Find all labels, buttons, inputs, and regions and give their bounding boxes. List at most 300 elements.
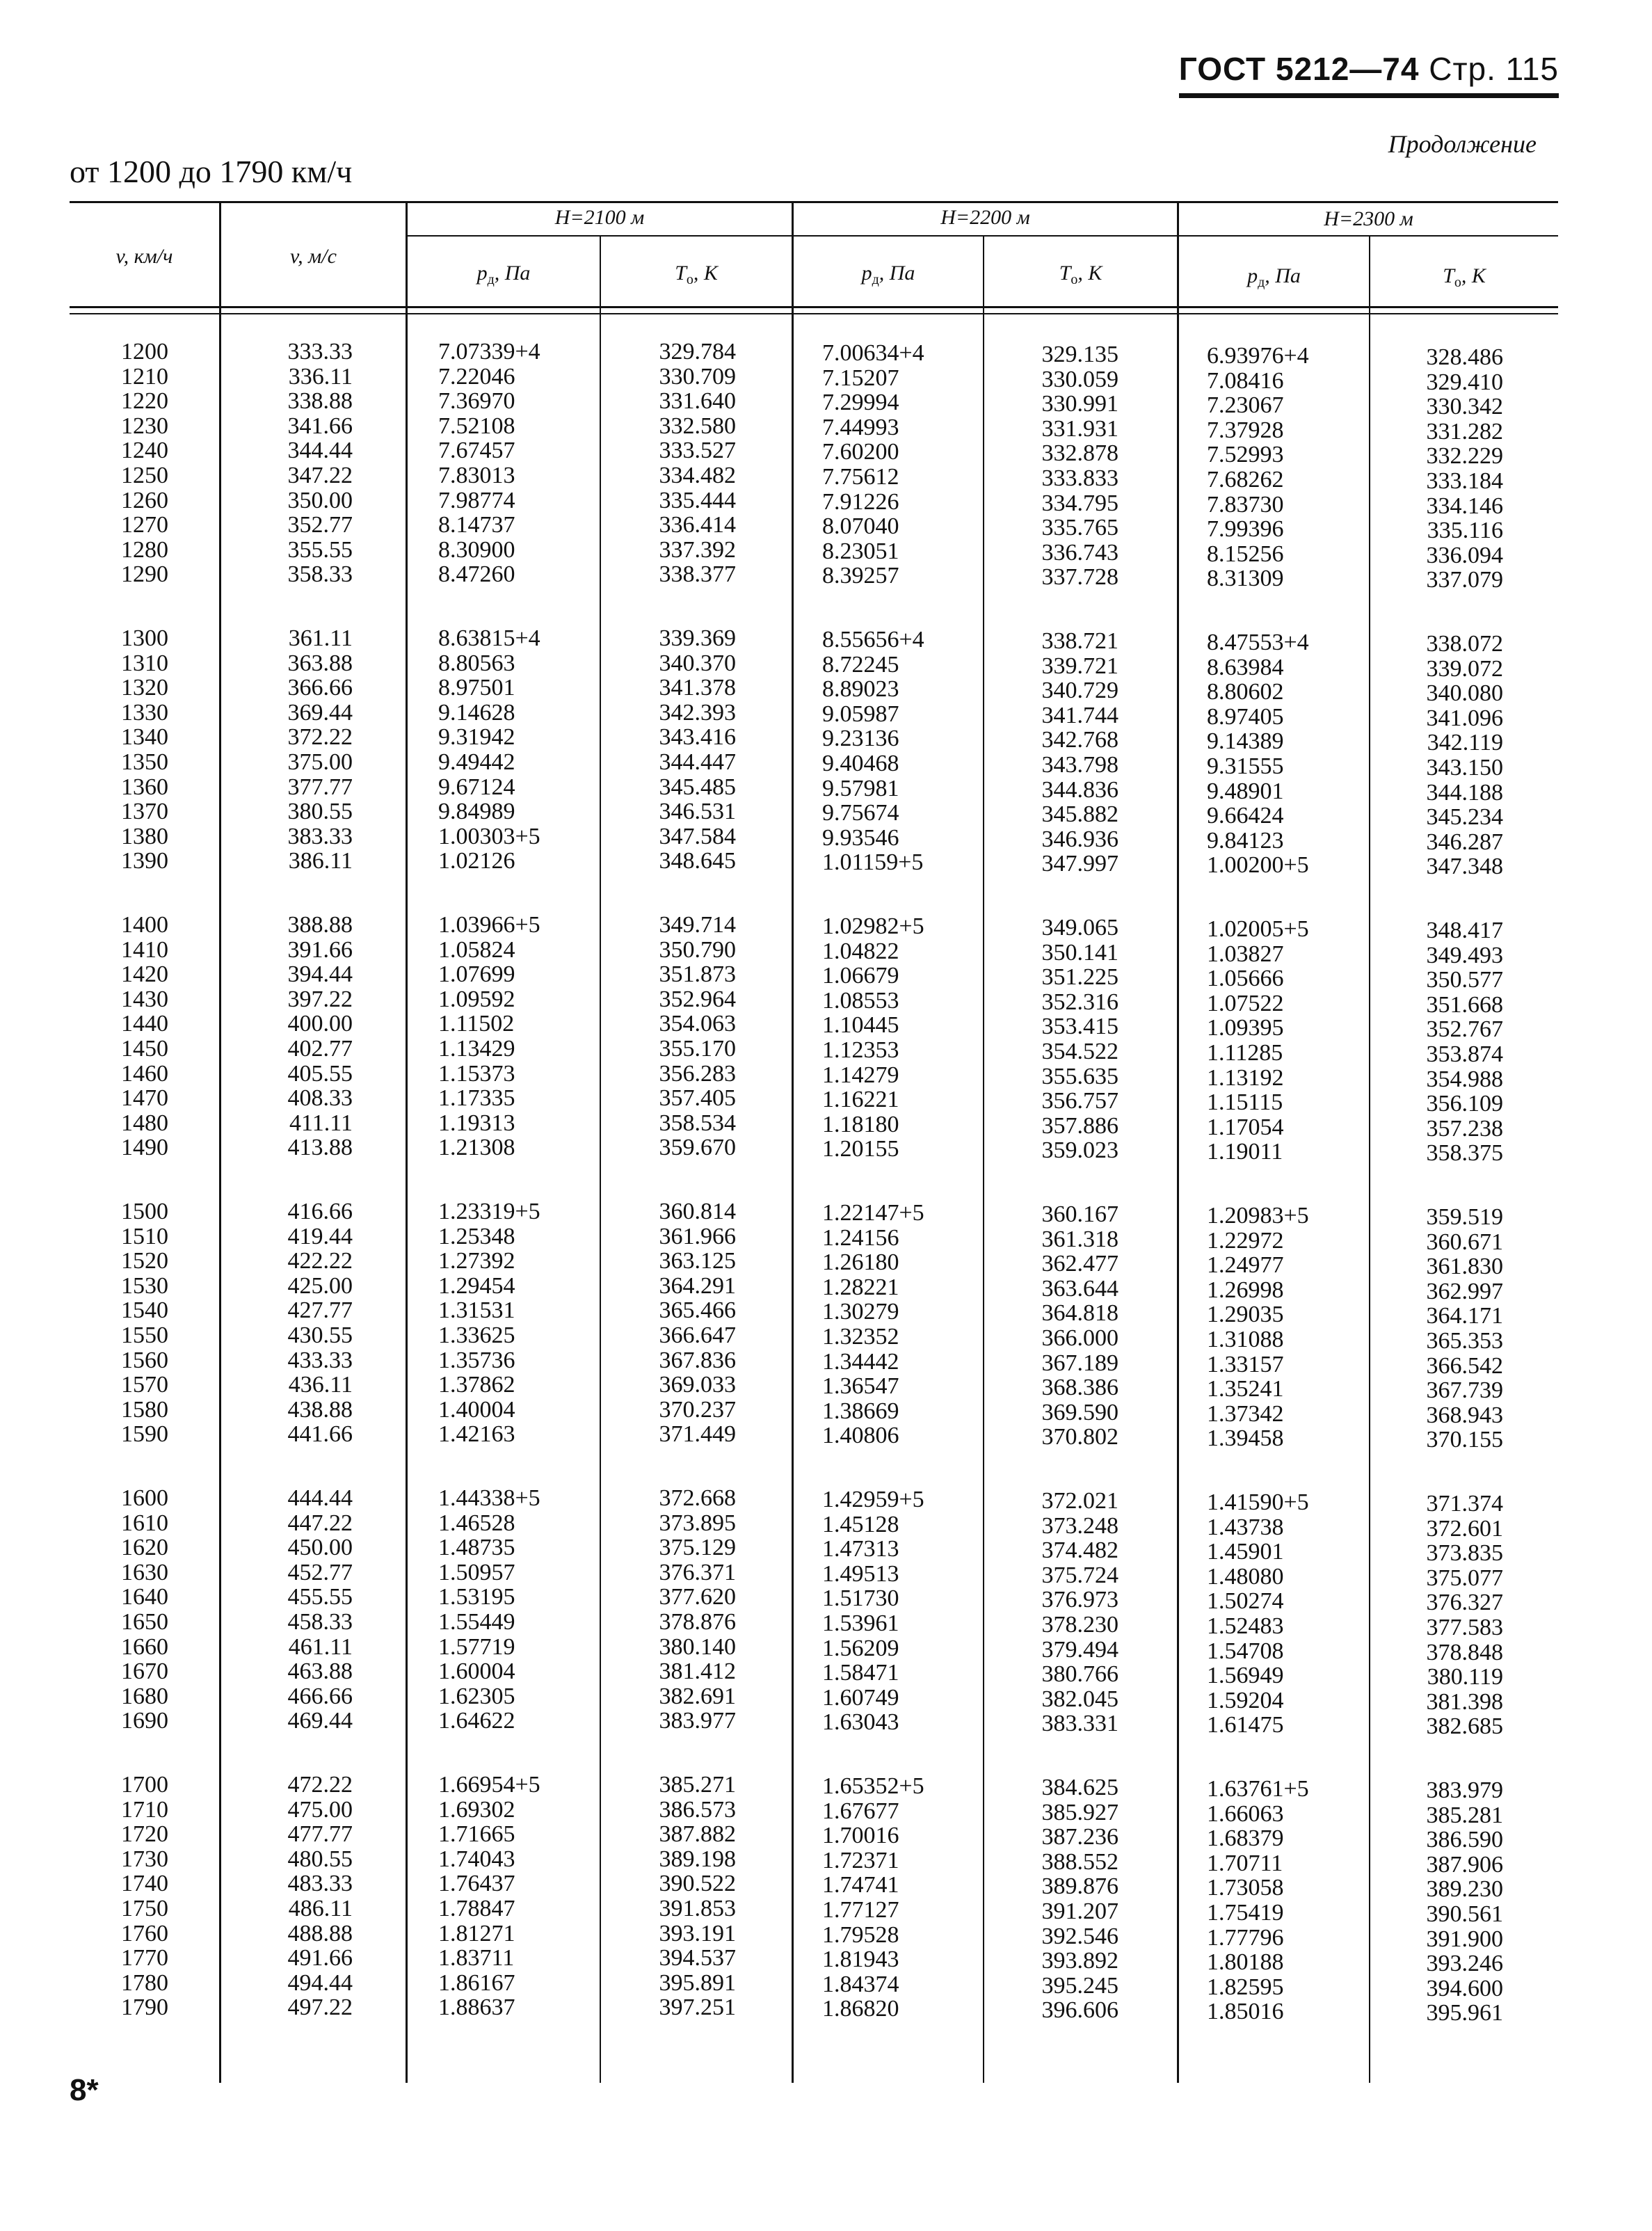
table-cell: 329.135 xyxy=(1041,342,1118,367)
table-cell: 391.66 xyxy=(287,936,353,963)
table-cell: 329.784 xyxy=(659,339,736,365)
table-cell: 1.20983+5 xyxy=(1207,1203,1309,1229)
table-cell: 346.936 xyxy=(1041,826,1118,852)
table-cell: 7.52108 xyxy=(438,413,515,439)
table-cell: 351.225 xyxy=(1041,964,1118,991)
table-cell: 395.245 xyxy=(1041,1972,1118,1999)
table-cell: 1.66063 xyxy=(1207,1800,1284,1827)
table-cell: 7.67457 xyxy=(438,438,515,464)
table-cell: 6.93976+4 xyxy=(1207,343,1309,369)
table-cell: 344.188 xyxy=(1426,779,1503,806)
column-t2300 xyxy=(1414,918,1503,1166)
column-p2100 xyxy=(438,1199,577,1447)
table-cell: 1.41590+5 xyxy=(1207,1489,1309,1515)
table-cell: 400.00 xyxy=(287,1011,353,1037)
table-cell: 1.09592 xyxy=(438,986,515,1012)
continuation-label: Продолжение xyxy=(1388,130,1537,158)
table-cell: 1610 xyxy=(121,1510,168,1536)
table-cell: 1530 xyxy=(121,1272,168,1299)
table-cell: 1.86167 xyxy=(438,1969,515,1996)
table-cell: 369.033 xyxy=(659,1372,736,1398)
table-cell: 1370 xyxy=(121,799,168,825)
table-cell: 346.287 xyxy=(1426,829,1503,855)
table-cell: 1.53961 xyxy=(822,1610,899,1636)
table-cell: 7.29994 xyxy=(822,390,899,416)
table-cell: 341.378 xyxy=(659,675,736,701)
table-cell: 362.997 xyxy=(1426,1278,1503,1304)
table-cell: 1320 xyxy=(121,675,168,701)
table-cell: 1300 xyxy=(121,625,168,651)
table-cell: 8.30900 xyxy=(438,536,515,563)
column-t2100 xyxy=(647,913,736,1160)
table-cell: 337.392 xyxy=(659,536,736,563)
table-cell: 335.444 xyxy=(659,487,736,513)
table-cell: 380.55 xyxy=(287,799,353,825)
table-cell: 1500 xyxy=(121,1199,168,1224)
table-cell: 343.150 xyxy=(1426,754,1503,781)
table-cell: 347.997 xyxy=(1041,851,1118,877)
table-cell: 1470 xyxy=(121,1085,168,1112)
table-cell: 369.44 xyxy=(287,699,353,726)
table-cell: 345.485 xyxy=(659,774,736,800)
table-cell: 1.63761+5 xyxy=(1207,1776,1309,1802)
table-cell: 386.11 xyxy=(288,848,353,874)
table-cell: 370.802 xyxy=(1041,1424,1118,1450)
table-cell: 380.140 xyxy=(659,1633,736,1660)
header-pressure: $p_д$, Па xyxy=(861,262,915,287)
table-cell: 331.640 xyxy=(659,388,736,415)
table-cell: 7.22046 xyxy=(438,363,515,390)
header-v-ms: v, м/с xyxy=(290,245,337,268)
table-cell: 1.22147+5 xyxy=(822,1200,924,1226)
table-cell: 392.546 xyxy=(1041,1923,1118,1949)
table-cell: 413.88 xyxy=(287,1135,353,1161)
table-cell: 1.31531 xyxy=(438,1297,515,1324)
column-v-kmh xyxy=(104,339,168,587)
column-v-kmh xyxy=(104,626,168,874)
table-cell: 366.542 xyxy=(1426,1352,1503,1379)
table-cell: 1.47313 xyxy=(822,1536,899,1562)
table-cell: 382.691 xyxy=(659,1683,736,1709)
table-cell: 1.66954+5 xyxy=(438,1772,540,1798)
table-cell: 1460 xyxy=(121,1060,168,1087)
table-cell: 1.57719 xyxy=(438,1633,515,1660)
table-cell: 330.991 xyxy=(1041,391,1118,417)
table-cell: 335.765 xyxy=(1041,515,1118,541)
table-cell: 378.848 xyxy=(1426,1639,1503,1665)
column-divider xyxy=(792,201,794,2083)
table-cell: 1420 xyxy=(121,961,168,988)
table-cell: 370.237 xyxy=(659,1396,736,1423)
table-cell: 1.53195 xyxy=(438,1584,515,1610)
table-cell: 368.386 xyxy=(1041,1375,1118,1401)
table-cell: 7.00634+4 xyxy=(822,340,924,366)
table-cell: 352.77 xyxy=(287,512,353,538)
table-cell: 343.416 xyxy=(659,724,736,751)
table-cell: 1410 xyxy=(121,936,168,963)
table-cell: 347.22 xyxy=(287,462,353,488)
table-cell: 395.891 xyxy=(659,1969,736,1996)
table-cell: 1.59204 xyxy=(1207,1687,1284,1713)
table-cell: 341.66 xyxy=(287,413,353,439)
table-cell: 1.24156 xyxy=(822,1224,899,1251)
table-cell: 1660 xyxy=(121,1633,168,1660)
table-cell: 1.02982+5 xyxy=(822,913,924,939)
table-cell: 334.482 xyxy=(659,462,736,488)
table-cell: 364.291 xyxy=(659,1272,736,1299)
table-cell: 356.109 xyxy=(1426,1091,1503,1117)
table-cell: 7.91226 xyxy=(822,488,899,515)
table-cell: 9.23136 xyxy=(822,726,899,752)
table-cell: 372.021 xyxy=(1041,1488,1118,1514)
table-cell: 416.66 xyxy=(287,1199,353,1224)
table-cell: 1570 xyxy=(121,1372,168,1398)
table-cell: 8.47260 xyxy=(438,561,515,588)
table-cell: 1.05666 xyxy=(1207,966,1284,992)
table-cell: 1.67677 xyxy=(822,1798,899,1824)
table-cell: 1210 xyxy=(121,363,168,390)
column-v-ms xyxy=(275,913,353,1160)
table-cell: 377.583 xyxy=(1426,1614,1503,1640)
table-cell: 1.00200+5 xyxy=(1207,852,1309,879)
table-cell: 1360 xyxy=(121,774,168,800)
table-cell: 394.537 xyxy=(659,1945,736,1972)
table-cell: 1.35736 xyxy=(438,1347,515,1373)
table-cell: 350.141 xyxy=(1041,939,1118,966)
table-cell: 375.00 xyxy=(287,749,353,775)
table-cell: 1.71665 xyxy=(438,1821,515,1848)
table-cell: 9.31942 xyxy=(438,724,515,751)
header-altitude-2300: H=2300 м xyxy=(1324,207,1413,230)
table-cell: 1.17335 xyxy=(438,1085,515,1112)
table-cell: 1710 xyxy=(121,1796,168,1823)
table-cell: 1350 xyxy=(121,749,168,775)
table-cell: 1.64622 xyxy=(438,1708,515,1734)
column-t2100 xyxy=(647,1773,736,2020)
table-cell: 336.094 xyxy=(1426,542,1503,568)
table-cell: 9.93546 xyxy=(822,824,899,851)
table-cell: 1.60749 xyxy=(822,1684,899,1711)
column-t2200 xyxy=(1029,1489,1118,1736)
table-cell: 7.98774 xyxy=(438,487,515,513)
table-cell: 373.248 xyxy=(1041,1512,1118,1539)
table-cell: 1.68379 xyxy=(1207,1825,1284,1852)
column-v-ms xyxy=(275,1199,353,1447)
column-p2200 xyxy=(822,914,961,1162)
table-cell: 1490 xyxy=(121,1135,168,1161)
table-cell: 1280 xyxy=(121,536,168,563)
table-cell: 385.271 xyxy=(659,1772,736,1798)
column-p2100 xyxy=(438,626,577,874)
table-cell: 361.966 xyxy=(659,1223,736,1249)
column-v-kmh xyxy=(104,1199,168,1447)
table-cell: 367.836 xyxy=(659,1347,736,1373)
table-cell: 389.230 xyxy=(1426,1876,1503,1903)
table-cell: 1.28221 xyxy=(822,1274,899,1300)
table-cell: 1.70711 xyxy=(1207,1850,1283,1876)
table-cell: 7.23067 xyxy=(1207,392,1284,419)
table-cell: 463.88 xyxy=(287,1658,353,1685)
table-cell: 7.44993 xyxy=(822,414,899,440)
table-cell: 1.15373 xyxy=(438,1060,515,1087)
column-t2200 xyxy=(1029,1202,1118,1450)
table-cell: 1.19011 xyxy=(1207,1139,1283,1165)
table-cell: 341.096 xyxy=(1426,705,1503,731)
table-cell: 354.063 xyxy=(659,1011,736,1037)
table-cell: 469.44 xyxy=(287,1708,353,1734)
table-cell: 1240 xyxy=(121,438,168,464)
table-cell: 1.50274 xyxy=(1207,1588,1284,1615)
table-cell: 433.33 xyxy=(287,1347,353,1373)
table-cell: 385.281 xyxy=(1426,1802,1503,1828)
column-divider xyxy=(406,201,408,2083)
table-cell: 1520 xyxy=(121,1248,168,1274)
table-cell: 1.77127 xyxy=(822,1896,899,1923)
table-cell: 1260 xyxy=(121,487,168,513)
table-cell: 380.119 xyxy=(1427,1664,1503,1690)
table-cell: 1690 xyxy=(121,1708,168,1734)
table-cell: 387.906 xyxy=(1426,1851,1503,1878)
table-cell: 7.36970 xyxy=(438,388,515,415)
column-p2300 xyxy=(1207,1204,1346,1451)
table-cell: 352.767 xyxy=(1426,1016,1503,1043)
table-cell: 343.798 xyxy=(1041,751,1118,778)
table-cell: 1.58471 xyxy=(822,1660,899,1686)
table-cell: 1.84374 xyxy=(822,1971,899,1997)
table-cell: 1.06679 xyxy=(822,963,899,989)
table-cell: 1.33625 xyxy=(438,1322,515,1348)
table-cell: 466.66 xyxy=(287,1683,353,1709)
table-cell: 1230 xyxy=(121,413,168,439)
table-cell: 387.236 xyxy=(1041,1824,1118,1850)
table-cell: 1550 xyxy=(121,1322,168,1348)
table-cell: 340.080 xyxy=(1426,680,1503,707)
table-range-title: от 1200 до 1790 км/ч xyxy=(70,154,353,189)
table-cell: 477.77 xyxy=(287,1821,353,1848)
table-cell: 366.647 xyxy=(659,1322,736,1348)
column-divider xyxy=(600,235,601,2083)
table-cell: 1.35241 xyxy=(1207,1376,1284,1402)
table-cell: 1.78847 xyxy=(438,1895,515,1921)
table-cell: 1290 xyxy=(121,561,168,588)
table-cell: 1.11502 xyxy=(438,1011,515,1037)
table-cell: 8.47553+4 xyxy=(1207,630,1309,655)
table-cell: 378.230 xyxy=(1041,1611,1118,1638)
table-cell: 9.84989 xyxy=(438,799,515,825)
table-cell: 352.316 xyxy=(1041,989,1118,1015)
table-cell: 1600 xyxy=(121,1485,168,1511)
table-cell: 338.721 xyxy=(1041,628,1118,654)
standard-number: ГОСТ 5212—74 xyxy=(1178,51,1420,87)
table-cell: 1380 xyxy=(121,823,168,849)
table-cell: 1620 xyxy=(121,1535,168,1561)
table-cell: 333.33 xyxy=(287,339,353,365)
table-cell: 383.977 xyxy=(659,1708,736,1734)
table-cell: 364.171 xyxy=(1426,1303,1503,1329)
table-cell: 393.246 xyxy=(1426,1951,1503,1977)
table-cell: 1.07522 xyxy=(1207,990,1284,1016)
table-cell: 382.685 xyxy=(1426,1713,1503,1740)
header-altitude-2200: H=2200 м xyxy=(940,206,1030,229)
table-cell: 391.900 xyxy=(1426,1926,1503,1952)
column-v-ms xyxy=(275,1486,353,1734)
table-cell: 7.08416 xyxy=(1207,367,1284,394)
column-t2200 xyxy=(1029,1775,1118,2023)
column-v-kmh xyxy=(104,1773,168,2020)
table-cell: 1.31088 xyxy=(1207,1326,1284,1352)
table-cell: 1.29454 xyxy=(438,1272,515,1299)
table-cell: 1.02005+5 xyxy=(1207,916,1309,942)
column-p2300 xyxy=(1207,344,1346,591)
table-cell: 333.184 xyxy=(1426,467,1503,494)
table-cell: 363.644 xyxy=(1041,1275,1118,1302)
table-cell: 1340 xyxy=(121,724,168,751)
table-cell: 371.449 xyxy=(659,1421,736,1448)
table-cell: 425.00 xyxy=(287,1272,353,1299)
table-cell: 383.33 xyxy=(287,823,353,849)
table-cell: 356.283 xyxy=(659,1060,736,1087)
table-cell: 1270 xyxy=(121,512,168,538)
table-cell: 1.81943 xyxy=(822,1946,899,1973)
table-cell: 1.19313 xyxy=(438,1110,515,1136)
table-cell: 1.00303+5 xyxy=(438,823,540,849)
table-cell: 9.84123 xyxy=(1207,827,1284,854)
table-cell: 335.116 xyxy=(1427,518,1503,544)
table-cell: 9.14389 xyxy=(1207,728,1284,755)
table-cell: 9.49442 xyxy=(438,749,515,775)
table-cell: 388.88 xyxy=(287,912,353,938)
table-cell: 330.709 xyxy=(659,363,736,390)
table-cell: 1.32352 xyxy=(822,1323,899,1350)
table-cell: 390.561 xyxy=(1426,1901,1503,1927)
table-cell: 411.11 xyxy=(289,1110,353,1136)
table-cell: 1.50957 xyxy=(438,1559,515,1585)
table-cell: 1.12353 xyxy=(822,1037,899,1063)
column-t2300 xyxy=(1414,632,1503,879)
column-t2300 xyxy=(1414,345,1503,593)
table-cell: 383.331 xyxy=(1041,1711,1118,1737)
table-cell: 1740 xyxy=(121,1871,168,1897)
table-cell: 365.353 xyxy=(1426,1327,1503,1354)
table-cell: 375.129 xyxy=(659,1535,736,1561)
header-bottom-rule xyxy=(70,306,1558,308)
footnote-mark: 8* xyxy=(70,2073,99,2107)
table-cell: 7.07339+4 xyxy=(438,339,540,365)
table-cell: 1440 xyxy=(121,1011,168,1037)
table-cell: 483.33 xyxy=(287,1871,353,1897)
table-cell: 340.370 xyxy=(659,650,736,676)
table-cell: 338.072 xyxy=(1426,631,1503,657)
table-cell: 353.874 xyxy=(1426,1041,1503,1067)
table-cell: 332.878 xyxy=(1041,440,1118,467)
table-cell: 1.38669 xyxy=(822,1398,899,1424)
table-cell: 436.11 xyxy=(288,1372,353,1398)
table-cell: 9.40468 xyxy=(822,750,899,776)
column-p2100 xyxy=(438,1486,577,1734)
table-cell: 1.73058 xyxy=(1207,1875,1284,1901)
table-cell: 1450 xyxy=(121,1035,168,1062)
table-cell: 1700 xyxy=(121,1772,168,1798)
table-cell: 378.876 xyxy=(659,1608,736,1635)
table-cell: 475.00 xyxy=(287,1796,353,1823)
table-cell: 1.22972 xyxy=(1207,1227,1284,1254)
table-cell: 351.668 xyxy=(1426,991,1503,1018)
table-cell: 389.198 xyxy=(659,1846,736,1872)
table-cell: 8.97405 xyxy=(1207,703,1284,730)
table-cell: 1.05824 xyxy=(438,936,515,963)
table-cell: 1.14279 xyxy=(822,1062,899,1088)
table-cell: 1560 xyxy=(121,1347,168,1373)
table-cell: 458.33 xyxy=(287,1608,353,1635)
table-cell: 497.22 xyxy=(287,1994,353,2021)
table-cell: 419.44 xyxy=(287,1223,353,1249)
table-cell: 394.600 xyxy=(1426,1975,1503,2001)
table-cell: 359.519 xyxy=(1426,1204,1503,1230)
table-cell: 1.13192 xyxy=(1207,1064,1284,1091)
table-cell: 1.85016 xyxy=(1207,1999,1284,2025)
table-cell: 1.29035 xyxy=(1207,1302,1284,1328)
header-temperature: $T_о$, К xyxy=(1443,264,1486,290)
table-cell: 1730 xyxy=(121,1846,168,1872)
table-cell: 357.886 xyxy=(1041,1112,1118,1139)
table-cell: 356.757 xyxy=(1041,1088,1118,1114)
table-cell: 9.75674 xyxy=(822,800,899,826)
table-cell: 1.60004 xyxy=(438,1658,515,1685)
table-cell: 1.08553 xyxy=(822,987,899,1014)
table-cell: 8.39257 xyxy=(822,563,899,589)
table-cell: 1.09395 xyxy=(1207,1015,1284,1041)
table-cell: 1.48735 xyxy=(438,1535,515,1561)
table-cell: 390.522 xyxy=(659,1871,736,1897)
table-cell: 441.66 xyxy=(287,1421,353,1448)
table-cell: 1.86820 xyxy=(822,1996,899,2022)
table-cell: 1.36547 xyxy=(822,1373,899,1400)
table-top-rule xyxy=(70,201,1558,203)
table-cell: 350.790 xyxy=(659,936,736,963)
table-cell: 1.39458 xyxy=(1207,1425,1284,1452)
table-cell: 355.635 xyxy=(1041,1063,1118,1089)
table-cell: 396.606 xyxy=(1041,1997,1118,2024)
table-cell: 408.33 xyxy=(287,1085,353,1112)
table-cell: 1.56949 xyxy=(1207,1663,1284,1689)
table-cell: 339.721 xyxy=(1041,653,1118,679)
table-cell: 349.493 xyxy=(1426,942,1503,968)
table-cell: 9.48901 xyxy=(1207,778,1284,804)
table-cell: 344.44 xyxy=(287,438,353,464)
table-cell: 1430 xyxy=(121,986,168,1012)
column-p2100 xyxy=(438,339,577,587)
table-cell: 360.671 xyxy=(1426,1229,1503,1255)
table-cell: 1640 xyxy=(121,1584,168,1610)
table-cell: 333.527 xyxy=(659,438,736,464)
column-p2300 xyxy=(1207,1777,1346,2024)
table-cell: 1590 xyxy=(121,1421,168,1448)
table-cell: 1.21308 xyxy=(438,1135,515,1161)
table-cell: 347.348 xyxy=(1426,854,1503,880)
table-cell: 1580 xyxy=(121,1396,168,1423)
table-cell: 7.68262 xyxy=(1207,466,1284,493)
table-cell: 1.26998 xyxy=(1207,1277,1284,1303)
table-cell: 360.814 xyxy=(659,1199,736,1224)
column-p2200 xyxy=(822,1201,961,1448)
table-cell: 336.11 xyxy=(288,363,353,390)
column-v-ms xyxy=(275,339,353,587)
table-cell: 346.531 xyxy=(659,799,736,825)
table-cell: 1.18180 xyxy=(822,1111,899,1137)
column-t2300 xyxy=(1414,1778,1503,2026)
table-cell: 1.76437 xyxy=(438,1871,515,1897)
table-cell: 352.964 xyxy=(659,986,736,1012)
